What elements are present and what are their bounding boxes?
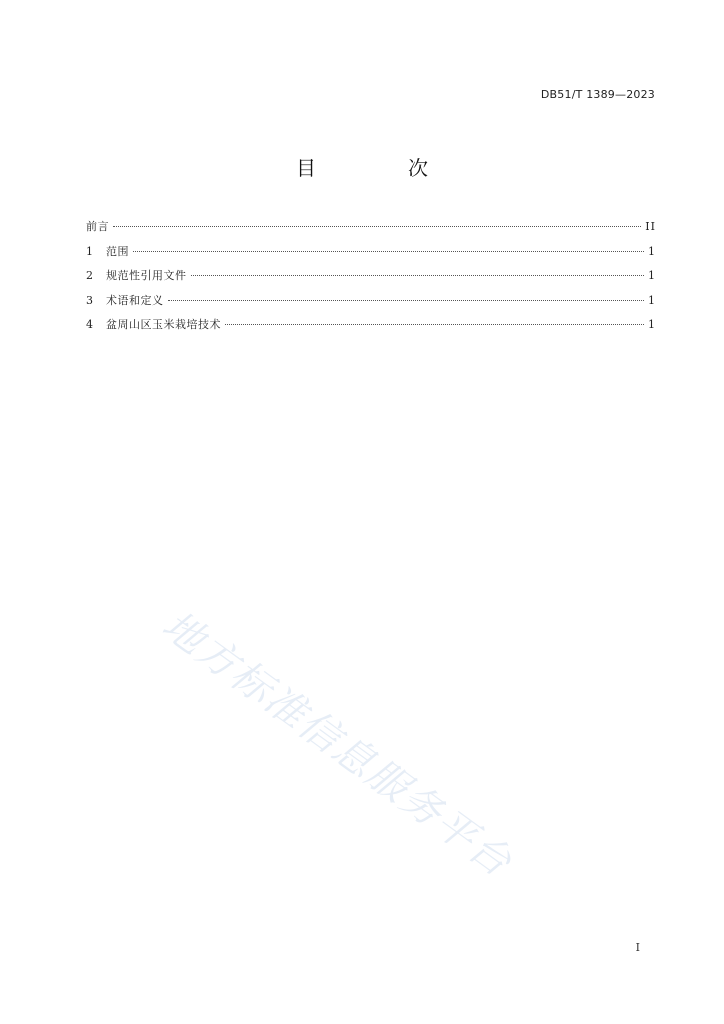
toc-dot-leader — [113, 226, 641, 227]
toc-entry-page: II — [645, 220, 656, 233]
toc-entry-page: 1 — [648, 293, 656, 307]
toc-entry-terms-definitions[interactable] — [86, 292, 656, 317]
toc-entry-page: 1 — [648, 318, 656, 331]
toc-dot-leader — [225, 324, 644, 325]
toc-entry-label: 规范性引用文件 — [106, 269, 187, 282]
table-of-contents — [86, 218, 656, 341]
page-number: I — [635, 941, 640, 954]
toc-entry-number: 4 — [86, 318, 93, 331]
toc-entry-label: 盆周山区玉米栽培技术 — [106, 318, 221, 331]
toc-dot-leader — [168, 300, 645, 301]
document-code: DB51/T 1389—2023 — [540, 88, 655, 101]
toc-entry-scope[interactable] — [86, 243, 656, 268]
toc-entry-page: 1 — [648, 269, 656, 282]
toc-dot-leader — [191, 275, 645, 276]
toc-entry-page: 1 — [648, 244, 656, 258]
toc-entry-number: 3 — [86, 293, 93, 307]
toc-entry-label: 范围 — [106, 244, 129, 258]
toc-entry-number: 1 — [86, 244, 93, 258]
toc-entry-normative-references[interactable] — [86, 267, 656, 292]
toc-dot-leader — [133, 251, 644, 252]
toc-entry-label: 术语和定义 — [106, 293, 164, 307]
watermark: 地方标准信息服务平台 — [153, 602, 521, 887]
toc-entry-number: 2 — [86, 269, 93, 282]
toc-title: 目 次 — [296, 156, 464, 180]
toc-entry-label: 前言 — [86, 220, 109, 233]
toc-entry-cultivation-technique[interactable] — [86, 316, 656, 341]
toc-entry-foreword[interactable] — [86, 218, 656, 243]
